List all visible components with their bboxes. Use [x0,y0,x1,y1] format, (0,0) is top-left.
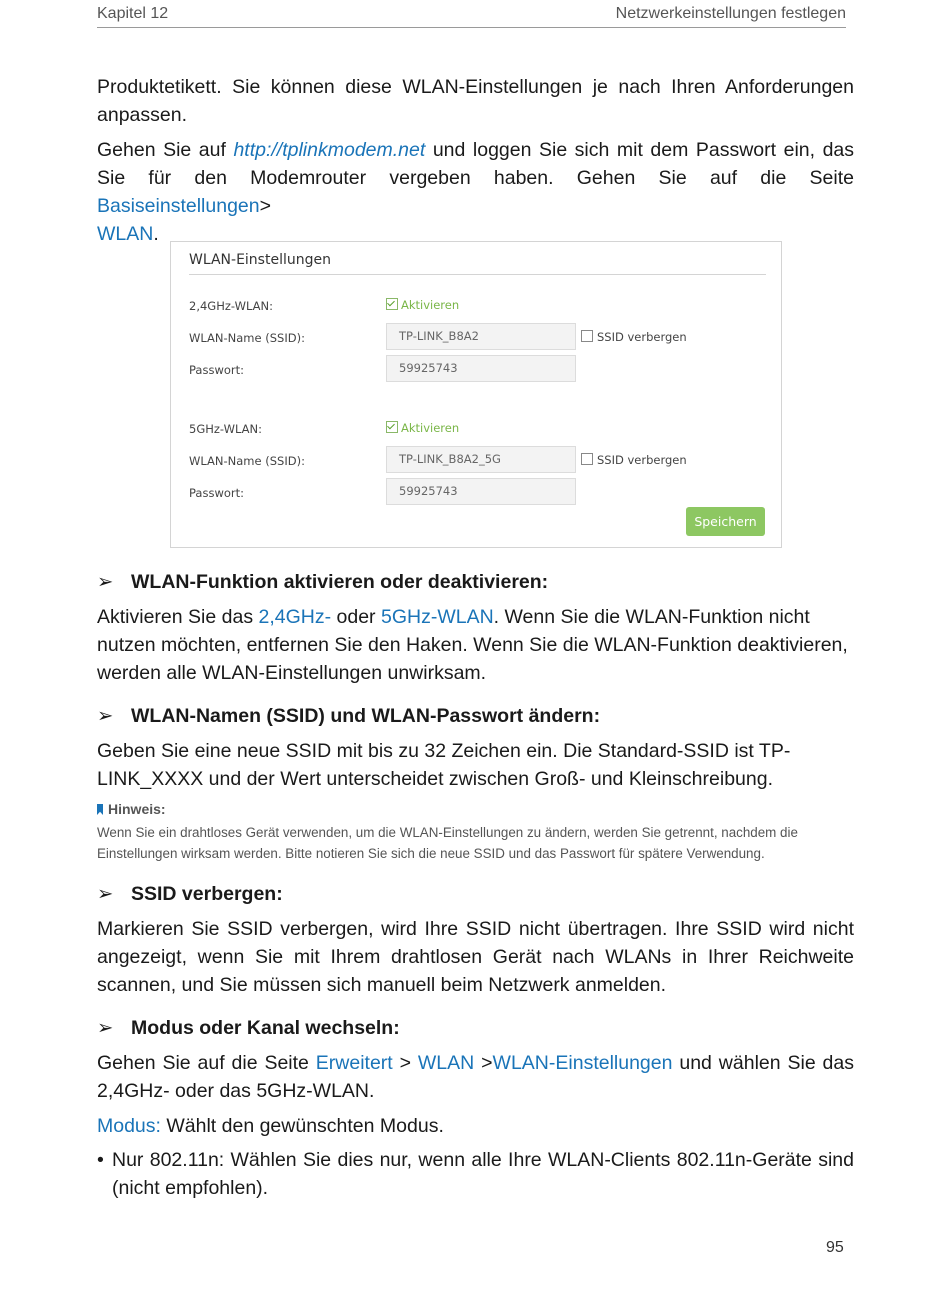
checkbox-label: SSID verbergen [597,453,687,467]
text: . Wenn Sie die WLAN-Funktion nicht nutzen möchten, entfernen Sie den Haken. Wenn Sie die WLAN-Funktion deaktivieren, werden alle WLAN-Einstellungen unwirksam. [97,606,848,684]
password-label-24: Passwort: [189,363,245,377]
ssid-label-5: WLAN-Name (SSID): [189,454,305,468]
intro-paragraph-2 [97,136,854,248]
arrow-bullet-icon: ➢ [97,705,114,727]
checkbox-unchecked-icon [581,330,593,342]
text: Gehen Sie auf [97,139,234,161]
list-item [97,1146,854,1202]
save-button[interactable]: Speichern [686,507,765,536]
separator: > [392,1052,418,1074]
section-title: Netzwerkeinstellungen festlegen [615,5,846,22]
page-number: 95 [826,1239,844,1256]
ssid-input-24[interactable]: TP-LINK_B8A2 [386,323,576,350]
band-5-ref: 5GHz-WLAN [380,606,494,628]
checkbox-label: Aktivieren [401,421,460,435]
wlan-settings-screenshot [170,241,782,548]
band-24-enable-checkbox[interactable] [386,298,459,312]
divider [189,274,766,275]
bullet-icon: • [97,1149,104,1171]
text: . [153,223,159,245]
checkbox-label: SSID verbergen [597,330,687,344]
mode-paragraph [97,1112,854,1140]
basic-settings-link[interactable]: Basiseinstellungen [97,195,260,217]
ssid-input-5[interactable]: TP-LINK_B8A2_5G [386,446,576,473]
arrow-bullet-icon: ➢ [97,883,114,905]
note-title [97,801,166,817]
band-5-enable-checkbox[interactable] [386,421,459,435]
heading-text: SSID verbergen: [131,883,283,905]
chapter-label: Kapitel 12 [97,5,169,22]
wlan-link[interactable]: WLAN [97,223,154,245]
text: und loggen Sie sich mit dem Passwort ein, das Sie für den Modemrouter vergeben haben. Gehen Sie auf die Seite [97,139,855,189]
heading-text: Modus oder Kanal wechseln: [131,1017,400,1039]
section-heading-wlan-toggle [97,568,548,596]
mode-channel-paragraph [97,1049,854,1105]
hide-ssid-paragraph: Markieren Sie SSID verbergen, wird Ihre SSID nicht übertragen. Ihre SSID wird nicht angezeigt, wenn Sie mit Ihrem drahtlosen Gerät nach WLANs in Ihrer Reichweite scannen, und Sie müssen sich manuell beim Netzwerk anmelden. [97,918,854,996]
panel-title: WLAN-Einstellungen [189,252,331,268]
page-header [97,5,846,28]
text: Wählt den gewünschten Modus. [160,1115,444,1137]
ssid-password-paragraph: Geben Sie eine neue SSID mit bis zu 32 Zeichen ein. Die Standard-SSID ist TP-LINK_XXXX und der Wert unterscheidet zwischen Groß- und Kleinschreibung. [97,740,791,790]
text: und wählen Sie das 2,4GHz- oder das 5GHz-WLAN. [97,1052,854,1102]
text: oder [331,606,381,628]
heading-text: WLAN-Funktion aktivieren oder deaktivieren: [131,571,549,593]
band-24-label: 2,4GHz-WLAN: [189,299,273,313]
bookmark-icon [97,804,103,815]
intro-paragraph-1: Produktetikett. Sie können diese WLAN-Einstellungen je nach Ihren Anforderungen anpassen. [97,76,854,126]
ssid-label-24: WLAN-Name (SSID): [189,331,305,345]
checkbox-checked-icon [386,421,398,433]
separator: > [259,195,271,217]
modem-url-link[interactable]: http://tplinkmodem.net [233,139,426,161]
wlan-toggle-paragraph [97,603,854,687]
note-title-text: Hinweis: [108,801,166,817]
mode-label: Modus: [97,1115,161,1137]
wlan-link[interactable]: WLAN [417,1052,475,1074]
advanced-link[interactable]: Erweitert [315,1052,393,1074]
text: Aktivieren Sie das [97,606,259,628]
hide-ssid-checkbox-24[interactable] [581,330,687,344]
note-text: Wenn Sie ein drahtloses Gerät verwenden, um die WLAN-Einstellungen zu ändern, werden Sie getrennt, nachdem die Einstellungen wirksam werden. Bitte notieren Sie sich die neue SSID und das Passwort für spätere Verwendung. [97,825,798,861]
checkbox-checked-icon [386,298,398,310]
checkbox-label: Aktivieren [401,298,460,312]
wlan-settings-link[interactable]: WLAN-Einstellungen [492,1052,673,1074]
band-5-label: 5GHz-WLAN: [189,422,262,436]
arrow-bullet-icon: ➢ [97,571,114,593]
separator: > [474,1052,493,1074]
password-input-24[interactable]: 59925743 [386,355,576,382]
password-label-5: Passwort: [189,486,245,500]
hide-ssid-checkbox-5[interactable] [581,453,687,467]
band-24-ref: 2,4GHz- [258,606,332,628]
section-heading-ssid-password [97,702,600,730]
password-input-5[interactable]: 59925743 [386,478,576,505]
arrow-bullet-icon: ➢ [97,1017,114,1039]
text: Gehen Sie auf die Seite [97,1052,316,1074]
checkbox-unchecked-icon [581,453,593,465]
heading-text: WLAN-Namen (SSID) und WLAN-Passwort ändern: [131,705,601,727]
list-item-text: Nur 802.11n: Wählen Sie dies nur, wenn alle Ihre WLAN-Clients 802.11n-Geräte sind (nicht empfohlen). [112,1149,854,1199]
section-heading-hide-ssid [97,880,283,908]
section-heading-mode-channel [97,1014,400,1042]
